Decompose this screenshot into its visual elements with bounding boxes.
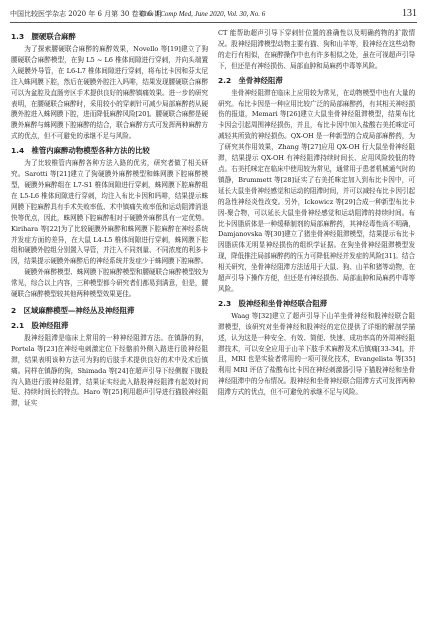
section-2-2-paragraph: 坐骨神经阻滞在临床上应用较为常见，在动物模型中也有大量的研究。布比卡因是一种应用比较广泛的局部麻醉药，有其相关神经损伤的报道，Memari 等[26]建立大鼠坐骨神经阻滞模型，结果布比卡因会引起周围神经损伤，并且，布比卡因中加入盐酸右美托咪定可减轻其所致的神经损伤。QX-OH 是一种新型的合成局部麻醉药，为了研究其作用效果，Zhang 等[27]应用 QX-OH 行大鼠坐骨神经阻滞，结果提示 QX-OH 有神经阻滞持续时间长、应用风险较低的特点。右美托咪定在临床中使用较为常见，通常用于患者机械通气时的镇静，Brummett 等[28]证实了右美托咪定加入到布比卡因中，可延长大鼠坐骨神经感觉和运动的阻滞时间，并可以减轻布比卡因引起的急性神经炎性改变。另外，Ickowicz 等[29]合成一种新型布比卡因-聚合物，可以延长大鼠坐骨神经感觉和运动阻滞的持续时间。布比卡因脂质体是一种缓释制剂的局部麻醉药，其神经毒性尚不明确，Damjanovska 等[30]建立了猪坐骨神经阻滞模型，结果提示布比卡因脂质体无明显神经损伤的组织学证据。在狗坐骨神经阻滞模型发现，降低推注局部麻醉药的压力可降低神经并发症的风险[31]。结合相关研究，坐骨神经阻滞方法适用于大鼠、狗、山羊和猪等动物，在超声引导下操作方便，但还是有神经损伤、局部血肿和局麻药中毒等风险。 (218, 88, 415, 293)
section-1-3-heading: 1.3 腰硬联合麻醉 (11, 32, 76, 41)
section-2-1-heading: 2.1 股神经阻滞 (11, 320, 69, 330)
header-rule (10, 22, 417, 23)
page-number: 131 (402, 8, 417, 19)
section-2-3-heading: 2.3 股神经和坐骨神经联合阻滞 (218, 298, 328, 308)
journal-title-en: Chin J Comp Med, June 2020, Vol. 30, No. 6 (140, 10, 266, 18)
continuation-paragraph: CT 能帮助超声引导下穿刺针位置的准确性以及明确药物的扩散情况。股神经阻滞模型动物主要有猫、狗和山羊等，股神经在这些动物的走行有相似，在麻醉操作中也有许多相似之处，虽在可视超声引导下，但还是有神经损伤、局部血肿和局麻药中毒等风险。 (218, 29, 415, 70)
journal-title-cn: 中国比较医学杂志 2020 年 6 月第 30 卷第 6 期 (10, 10, 162, 18)
section-2-1-paragraph: 股神经阻滞是临床上常用的一种神经阻滞方法。在镇静的狗，Portela 等[23]在神经电刺激定位下经髂前外侧入路进行股神经阻滞，结果表明该种方法可为狗的后肢手术提供良好的术中及术后镇痛。同样在镇静的狗，Shimada 等[24]在超声引导下经侧腹下腹股沟入路进行股神经阻滞，结果证实经此入路股神经阻滞有起效时间短、持续时间长的特点。Haro 等[25]利用超声引导进行猫股神经阻滞，证实 (11, 333, 208, 408)
section-2-2-heading: 2.2 坐骨神经阻滞 (218, 75, 283, 85)
left-column (11, 28, 208, 619)
section-1-3-paragraph: 为了探索腰硬联合麻醉的麻醉效果，Novello 等[19]建立了狗腰硬联合麻醉模型，在狗 L5 ~ L6 椎体间隙进行穿刺，并向头端置入硬膜外导管，在 L6-L7 椎体间隙进行穿刺，将布比卡因和芬太尼注入蛛网膜下腔，然后在硬膜外腔注入吗啡，结果发现腰硬联合麻醉可以为盆腔及直肠旁区手术提供良好的麻醉镇痛效果。进一步的研究表明，在腰硬联合麻醉时，采用较小的穿刺针可减少局部麻醉药从硬膜外腔进入蛛网膜下腔，进而降低麻醉风险[20]。腰硬联合麻醉是硬膜外麻醉与蛛网膜下腔麻醉的结合，联合麻醉方式可发挥两种麻醉方式的优点，但不可避免的承继不足与风险。 (11, 45, 208, 141)
right-column (218, 28, 415, 619)
section-1-4-paragraph-2: 硬膜外麻醉模型、蛛网膜下腔麻醉模型和腰硬联合麻醉模型较为常见，综合以上内容，三种模型都今研究者们都易到满意，但是，腰硬联合麻醉模型较其他两种模型效果更佳。 (11, 268, 208, 299)
section-2-3-paragraph: Waag 等[32]建立了超声引导下山羊坐骨神经和股神经联合阻滞模型，该研究对坐骨神经和股神经的定位提供了详细的解剖学描述，认为这是一种安全、有效、简便、快速、成功率高的外周神经阻滞技术，可以安全应用于山羊下肢手术麻醉及术后镇痛[33-34]。并且，MRI 也是实验者常用的一项可视化技术，Evangelista 等[35]利用 MRI 评估了盐酸布比卡因在神经刺激器引导下猫股神经和坐骨神经阻滞中的分布情况。股神经和坐骨神经联合阻滞方式可发挥两种阻滞方式的优点，但不可避免的承继不足与风险。 (218, 311, 415, 397)
section-1-4-paragraph-1: 为了比较椎管内麻醉各种方法入路的优劣，研究者做了相关研究。Sarotti 等[21]建立了狗硬膜外麻醉模型和蛛网膜下腔麻醉模型，硬膜外麻醉组在 L7-S1 椎体间隙进行穿刺，蛛网膜下腔麻醉组在 L5-L6 椎体间隙进行穿刺，均注入布比卡因和吗啡，结果提示蛛网膜下腔麻醉具有手术失败率低、术中镇痛失败率低和运动阻滞消退快等优点，因此，蛛网膜下腔麻醉相对于硬膜外麻醉具有一定优势。Kirihara 等[22]为了比较硬膜外麻醉和蛛网膜下腔麻醉在神经系统并发症方面的差异，在大鼠 L4-L5 椎体间隙进行穿刺，蛛网膜下腔组和硬膜外腔组分别置入导管，并注入不同剂量、不同浓度的利多卡因，结果提示硬膜外麻醉后的神经系统并发症少于蛛网膜下腔麻醉。 (11, 159, 208, 266)
section-1-4-heading: 1.4 椎管内麻醉动物模型各种方法的比较 (11, 146, 150, 156)
page-header (10, 6, 417, 22)
section-2-heading: 2 区域麻醉模型—神经丛及神经阻滞 (11, 305, 135, 315)
